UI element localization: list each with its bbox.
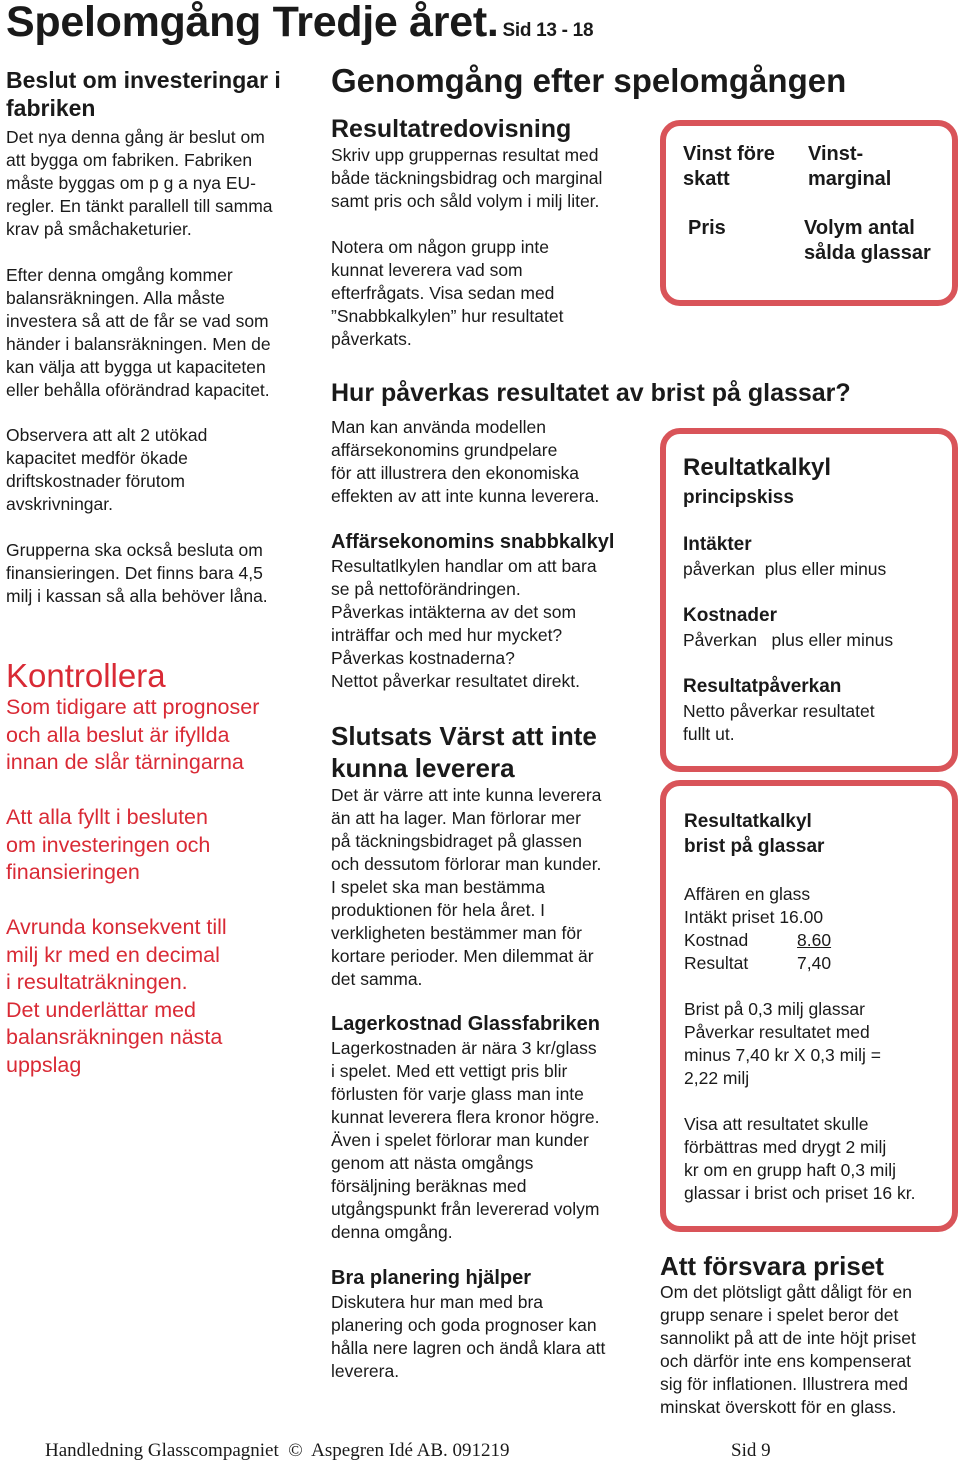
- text-line: uppslag: [6, 1052, 82, 1077]
- affaren-lines: [684, 883, 823, 929]
- resultat-paragraph-1: [331, 144, 602, 213]
- text-line: glassar i brist och priset 16 kr.: [684, 1183, 916, 1203]
- text-line: kan välja att bygga ut kapaciteten: [6, 357, 266, 377]
- text-line: kunnat leverera flera kronor högre.: [331, 1107, 600, 1127]
- left-heading: Beslut om investeringar i fabriken: [6, 67, 281, 121]
- text-line: eller behålla oförändrad kapacitet.: [6, 380, 270, 400]
- text-line: driftskostnader förutom: [6, 471, 185, 491]
- text-line: Intäkt priset 16.00: [684, 907, 824, 927]
- text-line: och dessutom förlorar man kunder.: [331, 854, 602, 874]
- text-line: hålla nere lagren och ändå klara att: [331, 1338, 606, 1358]
- resultatkalkyl-brist-box: [660, 780, 958, 1232]
- text-line: samt pris och såld volym i milj liter.: [331, 191, 600, 211]
- text-line: sålda glassar: [804, 242, 931, 264]
- text-line: Det nya denna gång är beslut om: [6, 127, 265, 147]
- forsvara-paragraph: [660, 1281, 916, 1419]
- volym-label: [804, 216, 931, 266]
- text-line: Notera om någon grupp inte: [331, 237, 549, 257]
- left-paragraph-1: [6, 126, 273, 241]
- text-line: kapacitet medför ökade: [6, 448, 188, 468]
- text-line: minskat överskott för en glass.: [660, 1397, 897, 1417]
- page-range: Sid 13 - 18: [502, 20, 594, 41]
- text-line: Visa att resultatet skulle: [684, 1114, 869, 1134]
- text-line: Påverkas intäkterna av det som: [331, 602, 577, 622]
- resultat-label: Resultat: [684, 953, 749, 973]
- text-line: effekten av att inte kunna leverera.: [331, 486, 600, 506]
- resultat-heading: Resultatredovisning: [331, 115, 572, 143]
- text-line: finansieringen. Det finns bara 4,5: [6, 563, 263, 583]
- left-paragraph-2: [6, 264, 271, 402]
- text-line: Lagerkostnaden är nära 3 kr/glass: [331, 1038, 597, 1058]
- planering-heading: Bra planering hjälper: [331, 1267, 532, 1289]
- kontrollera-item-2: [6, 804, 210, 887]
- text-line: sig för inflationen. Illustrera med: [660, 1374, 909, 1394]
- text-line: och därför inte ens kompenserat: [660, 1351, 911, 1371]
- main-heading: Genomgång efter spelomgången: [331, 62, 847, 99]
- text-line: milj kr med en decimal: [6, 942, 220, 967]
- text-line: planering och goda prognoser kan: [331, 1315, 597, 1335]
- vinst-box: [660, 120, 958, 306]
- text-line: balansräkningen nästa: [6, 1025, 223, 1049]
- text-line: krav på småchaketurier.: [6, 219, 192, 239]
- text-line: finansieringen: [6, 860, 140, 884]
- left-paragraph-3: [6, 424, 207, 516]
- text-line: regler. En tänkt parallell till samma: [6, 196, 273, 216]
- planering-paragraph: [331, 1291, 605, 1383]
- text-line: balansräkningen. Alla måste: [6, 288, 225, 308]
- text-line: Vinst-: [808, 143, 864, 165]
- text-line: milj i kassan så alla behöver låna.: [6, 586, 268, 606]
- text-line: affärsekonomins grundpelare: [331, 440, 558, 460]
- text-line: på täckningsbidraget på glassen: [331, 831, 583, 851]
- text-line: ”Snabbkalkylen” hur resultatet: [331, 306, 564, 326]
- resultat-value: 7,40: [797, 953, 832, 973]
- text-line: förbättras med drygt 2 milj: [684, 1137, 887, 1157]
- text-line: Det underlättar med: [6, 997, 197, 1022]
- text-line: genom att nästa omgångs: [331, 1153, 534, 1173]
- text-line: det samma.: [331, 969, 423, 989]
- text-line: Affären en glass: [684, 884, 811, 904]
- text-line: inträffar och med hur mycket?: [331, 625, 563, 645]
- text-line: Även i spelet förlorar man kunder: [331, 1130, 589, 1150]
- text-line: än att ha lager. Man förlorar mer: [331, 808, 581, 828]
- text-line: produktionen för hela året. I: [331, 900, 546, 920]
- text-line: innan de slår tärningarna: [6, 750, 244, 774]
- slutsats-heading: [331, 720, 597, 784]
- forsvara-heading: Att försvara priset: [660, 1251, 884, 1281]
- text-line: Påverkar resultatet med: [684, 1022, 870, 1042]
- slutsats-paragraph: [331, 784, 601, 991]
- box-title: [684, 809, 824, 859]
- text-line: Resultatkalkyl: [684, 811, 812, 832]
- text-line: grupp senare i spelet beror det: [660, 1305, 899, 1325]
- text-line: 2,22 milj: [684, 1068, 750, 1088]
- resultat-paragraph-2: [331, 236, 563, 351]
- kontrollera-item-1: [6, 694, 259, 777]
- text-line: i resultaträkningen.: [6, 970, 188, 994]
- lagerkostnad-heading: Lagerkostnad Glassfabriken: [331, 1013, 600, 1035]
- resultatpaverkan-text: [683, 700, 875, 746]
- text-line: Det är värre att inte kunna leverera: [331, 785, 602, 805]
- text-line: händer i balansräkningen. Men de: [6, 334, 271, 354]
- box-title: Reultatkalkyl: [683, 454, 832, 481]
- text-line: fullt ut.: [683, 724, 735, 744]
- text-line: Brist på 0,3 milj glassar: [684, 999, 865, 1019]
- text-line: Grupperna ska också besluta om: [6, 540, 263, 560]
- text-line: avskrivningar.: [6, 494, 113, 514]
- text-line: marginal: [808, 168, 892, 190]
- text-line: utgångspunkt från levererad volym: [331, 1199, 600, 1219]
- text-line: kunna leverera: [331, 753, 515, 783]
- text-line: att bygga om fabriken. Fabriken: [6, 150, 253, 170]
- text-line: Påverkas kostnaderna?: [331, 648, 515, 668]
- resultatkalkyl-principskiss-box: [660, 428, 958, 772]
- text-line: kortare perioder. Men dilemmat är: [331, 946, 594, 966]
- text-line: Avrunda konsekvent till: [6, 915, 227, 939]
- text-line: försäljning beräknas med: [331, 1176, 527, 1196]
- text-line: förlusten för varje glass man inte: [331, 1084, 584, 1104]
- text-line: Slutsats Värst att inte: [331, 721, 597, 751]
- text-line: Netto påverkar resultatet: [683, 701, 875, 721]
- text-line: Efter denna omgång kommer: [6, 265, 233, 285]
- text-line: kr om en grupp haft 0,3 milj: [684, 1160, 897, 1180]
- text-line: minus 7,40 kr X 0,3 milj =: [684, 1045, 881, 1065]
- text-line: sannolikt på att de inte höjt priset: [660, 1328, 916, 1348]
- text-line: för att illustrera den ekonomiska: [331, 463, 580, 483]
- pris-label: Pris: [688, 217, 726, 239]
- text-line: måste byggas om p g a nya EU-: [6, 173, 256, 193]
- page-title-text: Spelomgång Tredje året.: [6, 0, 499, 46]
- text-line: Diskutera hur man med bra: [331, 1292, 544, 1312]
- text-line: i spelet. Med ett vettigt pris blir: [331, 1061, 568, 1081]
- text-line: se på nettoförändringen.: [331, 579, 521, 599]
- text-line: påverkats.: [331, 329, 412, 349]
- kostnader-label: Kostnader: [683, 605, 777, 626]
- text-line: Resultatlkylen handlar om att bara: [331, 556, 597, 576]
- kontrollera-item-3: [6, 914, 227, 1079]
- text-line: verkligheten bestämmer man för: [331, 923, 582, 943]
- text-line: I spelet ska man bestämma: [331, 877, 545, 897]
- intakter-text: påverkan plus eller minus: [683, 559, 887, 579]
- text-line: Nettot påverkar resultatet direkt.: [331, 671, 580, 691]
- text-line: investera så att de får se vad som: [6, 311, 269, 331]
- visa-lines: [684, 1113, 915, 1205]
- kostnader-text: Påverkan plus eller minus: [683, 630, 894, 650]
- footer-page-number: Sid 9: [731, 1440, 771, 1461]
- brist-lines: [684, 998, 881, 1090]
- snabbkalkyl-heading: Affärsekonomins snabbkalkyl: [331, 531, 615, 553]
- brist-heading: Hur påverkas resultatet av brist på glassar?: [331, 379, 851, 407]
- text-line: Vinst före: [683, 143, 775, 165]
- intakter-label: Intäkter: [683, 534, 752, 555]
- text-line: Volym antal: [804, 217, 915, 239]
- kontrollera-heading: Kontrollera: [6, 657, 166, 694]
- text-line: skatt: [683, 168, 730, 190]
- snabbkalkyl-paragraph: [331, 555, 597, 693]
- vinstmarginal: [808, 142, 891, 192]
- kostnad-label: Kostnad: [684, 930, 749, 950]
- box-subtitle: principskiss: [683, 487, 794, 508]
- vinst-fore-skatt: [683, 142, 775, 192]
- text-line: denna omgång.: [331, 1222, 453, 1242]
- text-line: både täckningsbidrag och marginal: [331, 168, 603, 188]
- text-line: Om det plötsligt gått dåligt för en: [660, 1282, 912, 1302]
- left-paragraph-4: [6, 539, 268, 608]
- brist-paragraph: [331, 416, 599, 508]
- text-line: om investeringen och: [6, 832, 211, 857]
- text-line: Observera att alt 2 utökad: [6, 425, 208, 445]
- kostnad-value: 8.60: [797, 930, 832, 950]
- text-line: Som tidigare att prognoser: [6, 695, 260, 719]
- lagerkostnad-paragraph: [331, 1037, 599, 1244]
- text-line: Skriv upp gruppernas resultat med: [331, 145, 599, 165]
- text-line: Att alla fyllt i besluten: [6, 805, 208, 829]
- footer-credit: Handledning Glasscompagniet © Aspegren Idé AB. 091219: [45, 1440, 510, 1461]
- resultatpaverkan-label: Resultatpåverkan: [683, 676, 842, 697]
- text-line: leverera.: [331, 1361, 400, 1381]
- text-line: kunnat leverera vad som: [331, 260, 523, 280]
- text-line: och alla beslut är ifyllda: [6, 722, 230, 747]
- text-line: efterfrågats. Visa sedan med: [331, 283, 555, 303]
- text-line: brist på glassar: [684, 836, 825, 857]
- page-title: [6, 0, 593, 47]
- text-line: Man kan använda modellen: [331, 417, 547, 437]
